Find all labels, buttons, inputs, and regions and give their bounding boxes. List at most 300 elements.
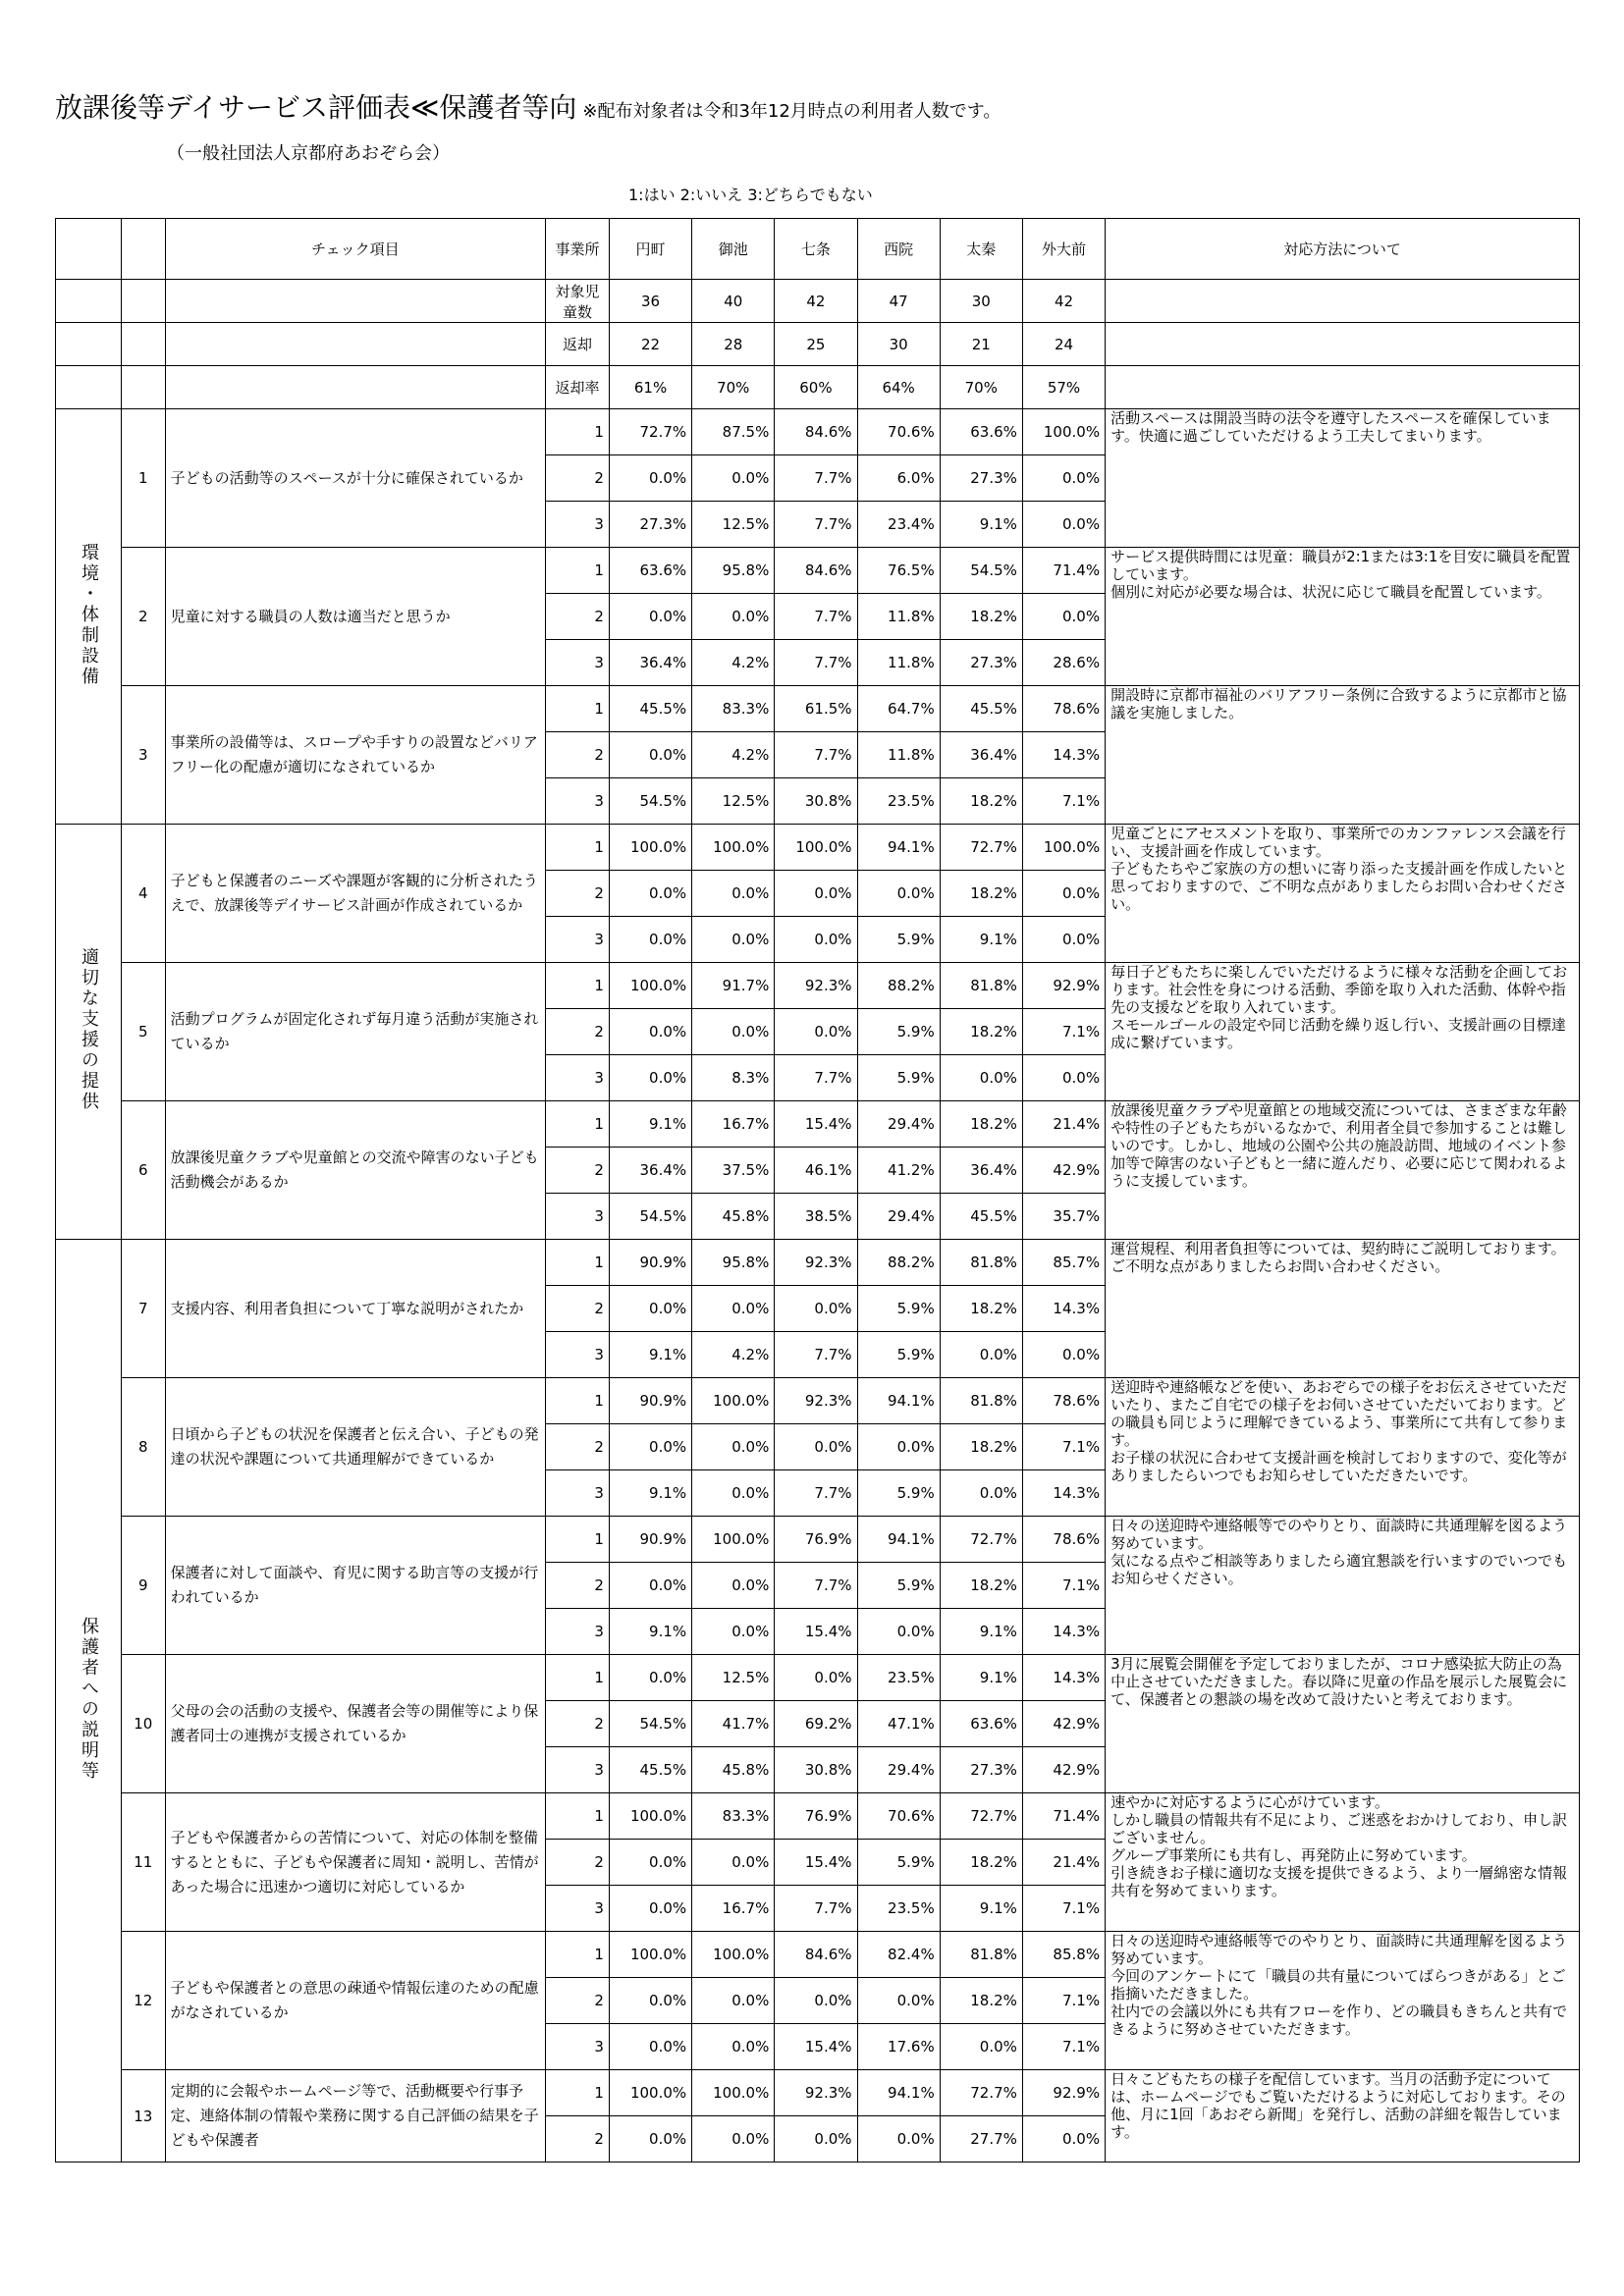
percentage-cell: 17.6% xyxy=(857,2024,940,2070)
percentage-cell: 54.5% xyxy=(609,1701,691,1747)
percentage-cell: 88.2% xyxy=(857,1240,940,1286)
percentage-cell: 9.1% xyxy=(609,1332,691,1378)
percentage-cell: 12.5% xyxy=(692,1655,775,1701)
percentage-cell: 36.4% xyxy=(940,732,1022,778)
percentage-cell: 72.7% xyxy=(609,409,691,455)
percentage-cell: 15.4% xyxy=(775,2024,857,2070)
percentage-cell: 0.0% xyxy=(609,2116,691,2163)
percentage-cell: 92.9% xyxy=(1022,2070,1105,2116)
percentage-cell: 0.0% xyxy=(609,594,691,640)
percentage-cell: 100.0% xyxy=(692,1517,775,1563)
percentage-cell: 0.0% xyxy=(1022,1332,1105,1378)
answer-option: 3 xyxy=(546,1470,610,1517)
summary-value: 28 xyxy=(692,323,775,366)
percentage-cell: 27.3% xyxy=(940,1747,1022,1793)
percentage-cell: 21.4% xyxy=(1022,1101,1105,1148)
percentage-cell: 5.9% xyxy=(857,917,940,963)
percentage-cell: 14.3% xyxy=(1022,1470,1105,1517)
percentage-cell: 0.0% xyxy=(940,1470,1022,1517)
percentage-cell: 45.5% xyxy=(940,1194,1022,1240)
percentage-cell: 0.0% xyxy=(609,1563,691,1609)
percentage-cell: 7.7% xyxy=(775,640,857,686)
percentage-cell: 18.2% xyxy=(940,1840,1022,1886)
item-number: 4 xyxy=(121,825,165,963)
response-line: 送迎時や連絡帳などを使い、あおぞらでの様子をお伝えさせていただいたり、またご自宅での様子をお伺いさせていただいております。どの職員も同じように理解できているよう、事業所にて共有して参ります。 xyxy=(1110,1378,1568,1449)
percentage-cell: 83.3% xyxy=(692,1793,775,1840)
percentage-cell: 84.6% xyxy=(775,1932,857,1978)
item-answer-row xyxy=(56,825,1580,871)
percentage-cell: 0.0% xyxy=(609,917,691,963)
percentage-cell: 92.3% xyxy=(775,2070,857,2116)
percentage-cell: 0.0% xyxy=(940,1332,1022,1378)
response-line: 日々の送迎時や連絡帳等でのやりとり、面談時に共通理解を図るよう努めています。 xyxy=(1110,1517,1568,1552)
response-method-text xyxy=(1106,1655,1580,1793)
percentage-cell: 12.5% xyxy=(692,778,775,825)
percentage-cell: 15.4% xyxy=(775,1101,857,1148)
percentage-cell: 14.3% xyxy=(1022,732,1105,778)
answer-option: 3 xyxy=(546,1747,610,1793)
percentage-cell: 0.0% xyxy=(692,871,775,917)
answer-option: 3 xyxy=(546,1886,610,1932)
response-method-text xyxy=(1106,1793,1580,1932)
header-office-name: 西院 xyxy=(857,219,940,280)
response-line: 放課後児童クラブや児童館との地域交流については、さまざまな年齢や特性の子どもたちがいるなかで、利用者全員で参加することは難しいのです。しかし、地域の公園や公共の施設訪問、地域のイベント参加等で障害のない子どもと一緒に遊んだり、必要に応じて関われるように支援しています。 xyxy=(1110,1101,1568,1190)
percentage-cell: 4.2% xyxy=(692,1332,775,1378)
answer-option: 1 xyxy=(546,1240,610,1286)
percentage-cell: 0.0% xyxy=(940,2024,1022,2070)
summary-value: 30 xyxy=(857,323,940,366)
summary-blank xyxy=(165,280,545,323)
percentage-cell: 7.1% xyxy=(1022,2024,1105,2070)
response-line: スモールゴールの設定や同じ活動を繰り返し行い、支援計画の目標達成に繋げています。 xyxy=(1110,1016,1566,1051)
percentage-cell: 76.9% xyxy=(775,1517,857,1563)
item-number: 3 xyxy=(121,686,165,825)
answer-option: 2 xyxy=(546,1148,610,1194)
header-check-item: チェック項目 xyxy=(165,219,545,280)
percentage-cell: 100.0% xyxy=(692,1378,775,1424)
percentage-cell: 46.1% xyxy=(775,1148,857,1194)
percentage-cell: 7.7% xyxy=(775,1563,857,1609)
response-method-text xyxy=(1106,2070,1580,2163)
percentage-cell: 54.5% xyxy=(609,778,691,825)
answer-option: 1 xyxy=(546,1655,610,1701)
category-cell xyxy=(56,409,122,825)
percentage-cell: 7.7% xyxy=(775,502,857,548)
summary-value: 30 xyxy=(940,280,1022,323)
response-method-text xyxy=(1106,686,1580,825)
answer-option: 3 xyxy=(546,917,610,963)
summary-value: 36 xyxy=(609,280,691,323)
percentage-cell: 94.1% xyxy=(857,1517,940,1563)
item-question: 放課後児童クラブや児童館との交流や障害のない子ども活動機会があるか xyxy=(165,1101,545,1240)
percentage-cell: 11.8% xyxy=(857,640,940,686)
summary-blank xyxy=(165,366,545,409)
percentage-cell: 0.0% xyxy=(692,1286,775,1332)
percentage-cell: 16.7% xyxy=(692,1101,775,1148)
percentage-cell: 69.2% xyxy=(775,1701,857,1747)
percentage-cell: 64.7% xyxy=(857,686,940,732)
category-cell xyxy=(56,825,122,1240)
percentage-cell: 0.0% xyxy=(692,1563,775,1609)
percentage-cell: 0.0% xyxy=(775,1009,857,1055)
percentage-cell: 0.0% xyxy=(1022,871,1105,917)
percentage-cell: 29.4% xyxy=(857,1101,940,1148)
percentage-cell: 72.7% xyxy=(940,825,1022,871)
percentage-cell: 45.8% xyxy=(692,1194,775,1240)
item-answer-row xyxy=(56,1101,1580,1148)
summary-blank xyxy=(56,280,122,323)
page-title xyxy=(55,86,1001,126)
percentage-cell: 0.0% xyxy=(1022,455,1105,502)
answer-option: 3 xyxy=(546,2024,610,2070)
percentage-cell: 23.5% xyxy=(857,1655,940,1701)
percentage-cell: 5.9% xyxy=(857,1332,940,1378)
item-question: 子どもや保護者との意思の疎通や情報伝達のための配慮がなされているか xyxy=(165,1932,545,2070)
item-number: 7 xyxy=(121,1240,165,1378)
percentage-cell: 0.0% xyxy=(775,2116,857,2163)
summary-blank xyxy=(1106,280,1580,323)
percentage-cell: 27.3% xyxy=(609,502,691,548)
answer-option: 2 xyxy=(546,1563,610,1609)
answer-option: 3 xyxy=(546,1194,610,1240)
percentage-cell: 90.9% xyxy=(609,1378,691,1424)
percentage-cell: 0.0% xyxy=(857,1978,940,2024)
percentage-cell: 5.9% xyxy=(857,1286,940,1332)
summary-value: 40 xyxy=(692,280,775,323)
percentage-cell: 72.7% xyxy=(940,1793,1022,1840)
percentage-cell: 0.0% xyxy=(609,1978,691,2024)
answer-option: 2 xyxy=(546,871,610,917)
item-answer-row xyxy=(56,409,1580,455)
percentage-cell: 72.7% xyxy=(940,1517,1022,1563)
percentage-cell: 100.0% xyxy=(692,2070,775,2116)
percentage-cell: 54.5% xyxy=(940,548,1022,594)
percentage-cell: 27.7% xyxy=(940,2116,1022,2163)
percentage-cell: 0.0% xyxy=(940,1055,1022,1101)
header-office-name: 太秦 xyxy=(940,219,1022,280)
response-line: 気になる点やご相談等ありましたら適宜懇談を行いますのでいつでもお知らせください。 xyxy=(1110,1552,1568,1587)
percentage-cell: 37.5% xyxy=(692,1148,775,1194)
response-line: 日々の送迎時や連絡帳等でのやりとり、面談時に共通理解を図るよう努めています。 xyxy=(1110,1932,1568,1967)
percentage-cell: 0.0% xyxy=(692,1009,775,1055)
percentage-cell: 0.0% xyxy=(692,1424,775,1470)
percentage-cell: 0.0% xyxy=(775,1286,857,1332)
percentage-cell: 82.4% xyxy=(857,1932,940,1978)
answer-option: 1 xyxy=(546,1793,610,1840)
percentage-cell: 45.5% xyxy=(940,686,1022,732)
item-number: 13 xyxy=(121,2070,165,2163)
percentage-cell: 7.1% xyxy=(1022,1009,1105,1055)
percentage-cell: 0.0% xyxy=(609,2024,691,2070)
header-office-name: 円町 xyxy=(609,219,691,280)
percentage-cell: 23.5% xyxy=(857,1886,940,1932)
percentage-cell: 7.7% xyxy=(775,1886,857,1932)
answer-option: 2 xyxy=(546,1701,610,1747)
item-answer-row xyxy=(56,1240,1580,1286)
percentage-cell: 0.0% xyxy=(609,1840,691,1886)
percentage-cell: 11.8% xyxy=(857,732,940,778)
answer-option: 1 xyxy=(546,825,610,871)
percentage-cell: 100.0% xyxy=(609,963,691,1009)
item-answer-row xyxy=(56,686,1580,732)
response-method-text xyxy=(1106,409,1580,548)
summary-value: 21 xyxy=(940,323,1022,366)
percentage-cell: 0.0% xyxy=(609,455,691,502)
item-answer-row xyxy=(56,548,1580,594)
summary-value: 61% xyxy=(609,366,691,409)
percentage-cell: 84.6% xyxy=(775,548,857,594)
item-number: 5 xyxy=(121,963,165,1101)
percentage-cell: 18.2% xyxy=(940,871,1022,917)
response-line: 日々こどもたちの様子を配信しています。当月の活動予定については、ホームページでもご覧いただけるように対応しております。その他、月に1回「あおぞら新聞」を発行し、活動の詳細を報告しています。 xyxy=(1110,2070,1566,2141)
summary-value: 42 xyxy=(775,280,857,323)
percentage-cell: 0.0% xyxy=(775,1655,857,1701)
answer-option: 2 xyxy=(546,1978,610,2024)
header-office-name: 七条 xyxy=(775,219,857,280)
percentage-cell: 28.6% xyxy=(1022,640,1105,686)
answer-option: 3 xyxy=(546,1055,610,1101)
percentage-cell: 81.8% xyxy=(940,1378,1022,1424)
percentage-cell: 41.2% xyxy=(857,1148,940,1194)
percentage-cell: 14.3% xyxy=(1022,1286,1105,1332)
percentage-cell: 9.1% xyxy=(940,1655,1022,1701)
percentage-cell: 15.4% xyxy=(775,1609,857,1655)
answer-option: 2 xyxy=(546,594,610,640)
percentage-cell: 70.6% xyxy=(857,1793,940,1840)
percentage-cell: 63.6% xyxy=(940,1701,1022,1747)
item-question: 保護者に対して面談や、育児に関する助言等の支援が行われているか xyxy=(165,1517,545,1655)
response-method-text xyxy=(1106,1240,1580,1378)
percentage-cell: 0.0% xyxy=(609,1655,691,1701)
summary-value: 25 xyxy=(775,323,857,366)
percentage-cell: 45.5% xyxy=(609,686,691,732)
percentage-cell: 95.8% xyxy=(692,548,775,594)
percentage-cell: 7.1% xyxy=(1022,1978,1105,2024)
percentage-cell: 100.0% xyxy=(609,825,691,871)
percentage-cell: 70.6% xyxy=(857,409,940,455)
percentage-cell: 0.0% xyxy=(1022,1055,1105,1101)
percentage-cell: 78.6% xyxy=(1022,686,1105,732)
answer-legend: 1:はい 2:いいえ 3:どちらでもない xyxy=(628,186,873,204)
response-line: しかし職員の情報共有不足により、ご迷惑をおかけしており、申し訳ございません。 xyxy=(1110,1811,1568,1846)
percentage-cell: 14.3% xyxy=(1022,1655,1105,1701)
percentage-cell: 42.9% xyxy=(1022,1148,1105,1194)
percentage-cell: 42.9% xyxy=(1022,1747,1105,1793)
percentage-cell: 0.0% xyxy=(609,1055,691,1101)
header-office-name: 外大前 xyxy=(1022,219,1105,280)
percentage-cell: 81.8% xyxy=(940,1240,1022,1286)
answer-option: 2 xyxy=(546,2116,610,2163)
percentage-cell: 71.4% xyxy=(1022,548,1105,594)
percentage-cell: 0.0% xyxy=(775,871,857,917)
response-line: ご不明な点がありましたらお問い合わせください。 xyxy=(1110,1257,1450,1275)
percentage-cell: 9.1% xyxy=(940,1609,1022,1655)
percentage-cell: 100.0% xyxy=(692,1932,775,1978)
percentage-cell: 23.4% xyxy=(857,502,940,548)
percentage-cell: 7.7% xyxy=(775,1332,857,1378)
percentage-cell: 91.7% xyxy=(692,963,775,1009)
summary-value: 47 xyxy=(857,280,940,323)
percentage-cell: 0.0% xyxy=(857,1424,940,1470)
percentage-cell: 90.9% xyxy=(609,1517,691,1563)
percentage-cell: 9.1% xyxy=(940,502,1022,548)
item-answer-row xyxy=(56,1517,1580,1563)
percentage-cell: 5.9% xyxy=(857,1840,940,1886)
summary-label: 返却率 xyxy=(546,366,610,409)
percentage-cell: 92.3% xyxy=(775,1378,857,1424)
percentage-cell: 81.8% xyxy=(940,1932,1022,1978)
percentage-cell: 0.0% xyxy=(609,1286,691,1332)
percentage-cell: 90.9% xyxy=(609,1240,691,1286)
response-method-text xyxy=(1106,825,1580,963)
percentage-cell: 0.0% xyxy=(609,732,691,778)
answer-option: 1 xyxy=(546,963,610,1009)
item-question: 定期的に会報やホームページ等で、活動概要や行事予定、連絡体制の情報や業務に関する自己評価の結果を子どもや保護者 xyxy=(165,2070,545,2163)
answer-option: 2 xyxy=(546,1840,610,1886)
summary-value: 57% xyxy=(1022,366,1105,409)
percentage-cell: 61.5% xyxy=(775,686,857,732)
organization-name: （一般社団法人京都府あおぞら会） xyxy=(167,143,450,164)
percentage-cell: 5.9% xyxy=(857,1055,940,1101)
percentage-cell: 36.4% xyxy=(609,640,691,686)
answer-option: 3 xyxy=(546,778,610,825)
percentage-cell: 100.0% xyxy=(609,1793,691,1840)
percentage-cell: 41.7% xyxy=(692,1701,775,1747)
percentage-cell: 85.7% xyxy=(1022,1240,1105,1286)
percentage-cell: 92.3% xyxy=(775,963,857,1009)
percentage-cell: 9.1% xyxy=(940,917,1022,963)
percentage-cell: 18.2% xyxy=(940,1009,1022,1055)
summary-label: 返却 xyxy=(546,323,610,366)
percentage-cell: 7.7% xyxy=(775,455,857,502)
item-question: 日頃から子どもの状況を保護者と伝え合い、子どもの発達の状況や課題について共通理解ができているか xyxy=(165,1378,545,1517)
title-note: ※配布対象者は令和3年12月時点の利用者人数です。 xyxy=(582,101,1001,122)
evaluation-table xyxy=(55,218,1580,2163)
percentage-cell: 0.0% xyxy=(775,1424,857,1470)
percentage-cell: 7.1% xyxy=(1022,778,1105,825)
summary-blank xyxy=(56,323,122,366)
answer-option: 2 xyxy=(546,1286,610,1332)
summary-value: 60% xyxy=(775,366,857,409)
item-answer-row xyxy=(56,963,1580,1009)
summary-blank xyxy=(121,323,165,366)
percentage-cell: 9.1% xyxy=(609,1609,691,1655)
answer-option: 1 xyxy=(546,409,610,455)
summary-value: 70% xyxy=(692,366,775,409)
percentage-cell: 76.5% xyxy=(857,548,940,594)
percentage-cell: 83.3% xyxy=(692,686,775,732)
item-answer-row xyxy=(56,1378,1580,1424)
answer-option: 1 xyxy=(546,686,610,732)
percentage-cell: 0.0% xyxy=(1022,917,1105,963)
percentage-cell: 30.8% xyxy=(775,778,857,825)
percentage-cell: 45.5% xyxy=(609,1747,691,1793)
percentage-cell: 0.0% xyxy=(609,1424,691,1470)
main-title: 放課後等デイサービス評価表≪保護者等向 xyxy=(55,91,577,124)
item-question: 事業所の設備等は、スロープや手すりの設置などバリアフリー化の配慮が適切になされているか xyxy=(165,686,545,825)
response-line: 開設時に京都市福祉のバリアフリー条例に合致するように京都市と協議を実施しました。 xyxy=(1110,686,1567,721)
summary-row xyxy=(56,280,1580,323)
percentage-cell: 0.0% xyxy=(857,2116,940,2163)
summary-blank xyxy=(1106,323,1580,366)
percentage-cell: 0.0% xyxy=(609,1886,691,1932)
percentage-cell: 42.9% xyxy=(1022,1701,1105,1747)
percentage-cell: 27.3% xyxy=(940,640,1022,686)
response-line: 引き続きお子様に適切な支援を提供できるよう、より一層綿密な情報共有を努めてまいります。 xyxy=(1110,1864,1568,1899)
percentage-cell: 78.6% xyxy=(1022,1517,1105,1563)
header-office: 事業所 xyxy=(546,219,610,280)
evaluation-table-body xyxy=(56,219,1580,2163)
summary-value: 42 xyxy=(1022,280,1105,323)
answer-option: 2 xyxy=(546,732,610,778)
item-question: 子どもの活動等のスペースが十分に確保されているか xyxy=(165,409,545,548)
percentage-cell: 7.7% xyxy=(775,1055,857,1101)
item-question: 支援内容、利用者負担について丁寧な説明がされたか xyxy=(165,1240,545,1378)
summary-value: 24 xyxy=(1022,323,1105,366)
item-number: 9 xyxy=(121,1517,165,1655)
percentage-cell: 92.3% xyxy=(775,1240,857,1286)
header-blank xyxy=(56,219,122,280)
item-answer-row xyxy=(56,1655,1580,1701)
response-line: 速やかに対応するように心がけています。 xyxy=(1110,1793,1389,1811)
summary-blank xyxy=(56,366,122,409)
answer-option: 2 xyxy=(546,455,610,502)
percentage-cell: 0.0% xyxy=(692,1470,775,1517)
response-method-text xyxy=(1106,1378,1580,1517)
answer-option: 2 xyxy=(546,1424,610,1470)
summary-row xyxy=(56,366,1580,409)
item-number: 1 xyxy=(121,409,165,548)
percentage-cell: 100.0% xyxy=(609,2070,691,2116)
header-office-name: 御池 xyxy=(692,219,775,280)
percentage-cell: 30.8% xyxy=(775,1747,857,1793)
item-number: 6 xyxy=(121,1101,165,1240)
answer-option: 1 xyxy=(546,1517,610,1563)
percentage-cell: 23.5% xyxy=(857,778,940,825)
category-label: 環境・体制設備 xyxy=(78,542,99,687)
percentage-cell: 81.8% xyxy=(940,963,1022,1009)
percentage-cell: 0.0% xyxy=(775,917,857,963)
percentage-cell: 21.4% xyxy=(1022,1840,1105,1886)
summary-label: 対象児童数 xyxy=(546,280,610,323)
item-answer-row xyxy=(56,1793,1580,1840)
category-cell xyxy=(56,1240,122,2163)
category-label: 適切な支援の提供 xyxy=(78,947,99,1112)
percentage-cell: 0.0% xyxy=(692,1978,775,2024)
percentage-cell: 63.6% xyxy=(609,548,691,594)
percentage-cell: 94.1% xyxy=(857,2070,940,2116)
response-line: 個別に対応が必要な場合は、状況に応じて職員を配置しています。 xyxy=(1110,583,1551,601)
percentage-cell: 76.9% xyxy=(775,1793,857,1840)
response-line: 毎日子どもたちに楽しんでいただけるように様々な活動を企画しております。社会性を身につける活動、季節を取り入れた活動、体幹や指先の支援などを取り入れています。 xyxy=(1110,963,1568,1016)
percentage-cell: 54.5% xyxy=(609,1194,691,1240)
percentage-cell: 18.2% xyxy=(940,1978,1022,2024)
item-question: 活動プログラムが固定化されず毎月違う活動が実施されているか xyxy=(165,963,545,1101)
percentage-cell: 7.1% xyxy=(1022,1563,1105,1609)
response-line: 活動スペースは開設当時の法令を遵守したスペースを確保しています。快適に過ごしていただけるよう工夫してまいります。 xyxy=(1110,409,1551,445)
percentage-cell: 7.7% xyxy=(775,1470,857,1517)
header-row xyxy=(56,219,1580,280)
percentage-cell: 18.2% xyxy=(940,1563,1022,1609)
percentage-cell: 36.4% xyxy=(609,1148,691,1194)
answer-option: 1 xyxy=(546,2070,610,2116)
percentage-cell: 29.4% xyxy=(857,1194,940,1240)
response-line: 社内での会議以外にも共有フローを作り、どの職員もきちんと共有できるように努めさせていただきます。 xyxy=(1110,2002,1568,2038)
item-number: 8 xyxy=(121,1378,165,1517)
percentage-cell: 18.2% xyxy=(940,1286,1022,1332)
summary-row xyxy=(56,323,1580,366)
percentage-cell: 78.6% xyxy=(1022,1378,1105,1424)
